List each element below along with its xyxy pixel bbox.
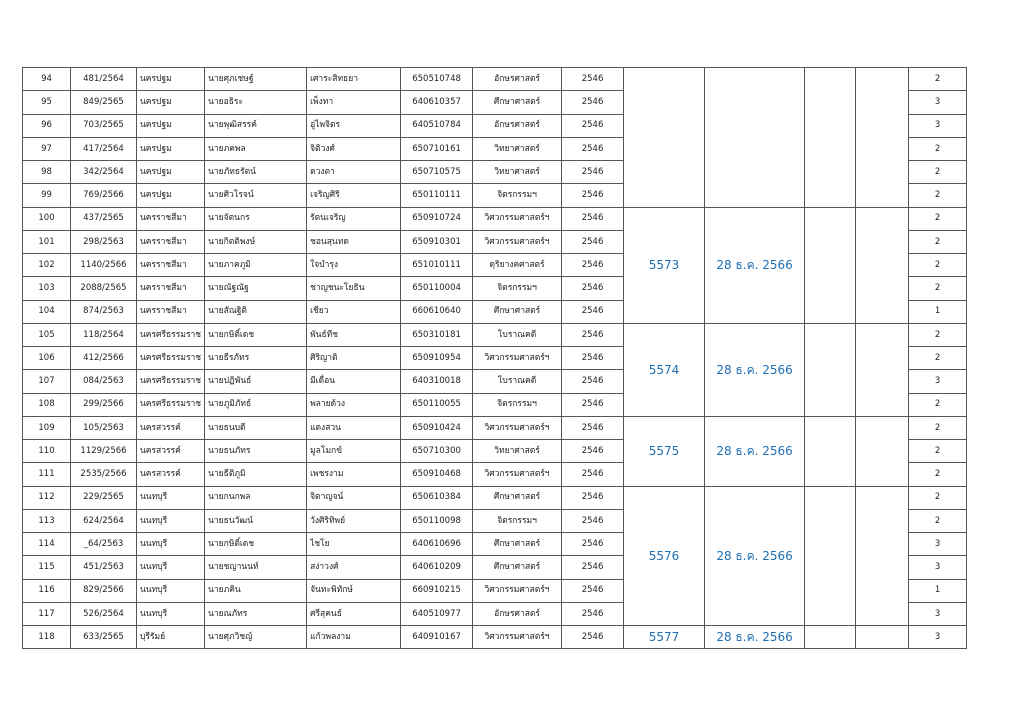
cell-faculty: จิตรกรรมฯ [473,277,562,300]
cell-last: เจริญศิริ [307,184,401,207]
table-row [23,626,967,649]
cell-score: 3 [909,626,967,649]
cell-faculty: โบราณคดี [473,323,562,346]
cell-first: นายกษิติ์เดช [205,533,307,556]
empty-cell [856,207,909,323]
cell-faculty: จิตรกรรมฯ [473,184,562,207]
cell-id: 650510748 [401,68,473,91]
cell-score: 2 [909,230,967,253]
cell-score: 2 [909,416,967,439]
cell-no: 110 [23,440,71,463]
cell-doc: 526/2564 [71,602,137,625]
cell-faculty: วิศวกรรมศาสตร์ฯ [473,347,562,370]
cell-province: นครปฐม [137,161,205,184]
cell-id: 640910167 [401,626,473,649]
cell-score: 1 [909,579,967,602]
cell-no: 113 [23,509,71,532]
empty-cell [805,626,856,649]
cell-first: นายสัณฐิติ [205,300,307,323]
cell-id: 650910301 [401,230,473,253]
cell-id: 660610640 [401,300,473,323]
table-row [23,207,967,230]
cell-faculty: วิทยาศาสตร์ [473,440,562,463]
cell-last: ศิริญาติ [307,347,401,370]
cell-no: 100 [23,207,71,230]
cell-no: 118 [23,626,71,649]
cell-year: 2546 [562,137,624,160]
cell-doc: 229/2565 [71,486,137,509]
cell-province: บุรีรัมย์ [137,626,205,649]
cell-year: 2546 [562,114,624,137]
cell-doc: 481/2564 [71,68,137,91]
cell-doc: _64/2563 [71,533,137,556]
cell-no: 94 [23,68,71,91]
empty-cell [805,486,856,626]
cell-province: นนทบุรี [137,486,205,509]
cell-no: 116 [23,579,71,602]
cell-first: นายกิตติพงษ์ [205,230,307,253]
cell-first: นายจัตนกร [205,207,307,230]
cell-first: นายศุภเชษฐ์ [205,68,307,91]
cell-first: นายภคิน [205,579,307,602]
cell-score: 2 [909,207,967,230]
cell-doc: 703/2565 [71,114,137,137]
cell-last: เชียว [307,300,401,323]
cell-year: 2546 [562,161,624,184]
cell-score: 3 [909,602,967,625]
cell-last: ดวงตา [307,161,401,184]
cell-year: 2546 [562,277,624,300]
order-date: 28 ธ.ค. 2566 [705,626,805,649]
order-date: 28 ธ.ค. 2566 [705,416,805,486]
cell-last: อู่ไพจิตร [307,114,401,137]
cell-year: 2546 [562,579,624,602]
cell-score: 2 [909,486,967,509]
cell-first: นายชญานนท์ [205,556,307,579]
cell-faculty: ศึกษาศาสตร์ [473,91,562,114]
cell-no: 102 [23,254,71,277]
cell-province: นครศรีธรรมราช [137,323,205,346]
order-number: 5574 [624,323,705,416]
empty-cell [856,486,909,626]
cell-faculty: วิศวกรรมศาสตร์ฯ [473,230,562,253]
cell-last: ชาญชนะโยธิน [307,277,401,300]
cell-year: 2546 [562,230,624,253]
cell-last: ชอนสุนทด [307,230,401,253]
cell-last: จันทะพิทักษ์ [307,579,401,602]
cell-id: 650910724 [401,207,473,230]
cell-year: 2546 [562,416,624,439]
order-number: 5577 [624,626,705,649]
cell-no: 107 [23,370,71,393]
cell-no: 117 [23,602,71,625]
cell-first: นายธีติภูมิ [205,463,307,486]
cell-first: นายศิวโรจน์ [205,184,307,207]
cell-year: 2546 [562,556,624,579]
cell-id: 650110098 [401,509,473,532]
cell-id: 640310018 [401,370,473,393]
cell-score: 2 [909,68,967,91]
cell-id: 650110004 [401,277,473,300]
cell-last: แตงสวน [307,416,401,439]
cell-no: 99 [23,184,71,207]
cell-score: 3 [909,533,967,556]
cell-last: จิตาญจน์ [307,486,401,509]
cell-doc: 769/2566 [71,184,137,207]
order-number: 5573 [624,207,705,323]
cell-faculty: ศึกษาศาสตร์ [473,486,562,509]
empty-cell [856,323,909,416]
cell-score: 2 [909,393,967,416]
cell-doc: 1140/2566 [71,254,137,277]
cell-faculty: อักษรศาสตร์ [473,68,562,91]
order-date: 28 ธ.ค. 2566 [705,486,805,626]
cell-id: 650910954 [401,347,473,370]
cell-first: นายธนวัฒน์ [205,509,307,532]
cell-no: 96 [23,114,71,137]
empty-cell [856,68,909,208]
cell-no: 104 [23,300,71,323]
cell-doc: 084/2563 [71,370,137,393]
cell-year: 2546 [562,463,624,486]
table-row [23,486,967,509]
cell-year: 2546 [562,509,624,532]
cell-last: เศาระสิทธยา [307,68,401,91]
cell-year: 2546 [562,300,624,323]
cell-id: 650110111 [401,184,473,207]
cell-last: เพ็งทา [307,91,401,114]
cell-no: 98 [23,161,71,184]
cell-doc: 1129/2566 [71,440,137,463]
cell-faculty: อักษรศาสตร์ [473,602,562,625]
cell-first: นายอธิระ [205,91,307,114]
cell-year: 2546 [562,207,624,230]
cell-year: 2546 [562,347,624,370]
order-date [705,68,805,208]
cell-last: ใจบำรุง [307,254,401,277]
cell-year: 2546 [562,68,624,91]
empty-cell [805,207,856,323]
cell-no: 105 [23,323,71,346]
cell-province: นนทบุรี [137,602,205,625]
cell-id: 650710161 [401,137,473,160]
cell-no: 97 [23,137,71,160]
cell-year: 2546 [562,323,624,346]
cell-first: นายศุภวิชญ์ [205,626,307,649]
cell-id: 640610209 [401,556,473,579]
cell-first: นายธนบดี [205,416,307,439]
cell-first: นายภัทธรัตน์ [205,161,307,184]
cell-faculty: วิศวกรรมศาสตร์ฯ [473,416,562,439]
cell-id: 650110055 [401,393,473,416]
cell-faculty: ดุริยางคศาสตร์ [473,254,562,277]
cell-no: 111 [23,463,71,486]
cell-score: 2 [909,440,967,463]
cell-score: 2 [909,347,967,370]
cell-year: 2546 [562,184,624,207]
cell-first: นายภูมิภัทธ์ [205,393,307,416]
cell-last: ไชโย [307,533,401,556]
cell-id: 650710300 [401,440,473,463]
cell-first: นายภาคภูมิ [205,254,307,277]
table-row [23,416,967,439]
cell-last: มูลโมกข์ [307,440,401,463]
cell-last: ศรีสุคนธ์ [307,602,401,625]
cell-year: 2546 [562,533,624,556]
cell-id: 640510977 [401,602,473,625]
cell-province: นครราชสีมา [137,230,205,253]
cell-faculty: วิทยาศาสตร์ [473,161,562,184]
cell-faculty: ศึกษาศาสตร์ [473,300,562,323]
cell-doc: 299/2566 [71,393,137,416]
cell-province: นครศรีธรรมราช [137,370,205,393]
cell-last: รัตนเจริญ [307,207,401,230]
cell-year: 2546 [562,370,624,393]
cell-last: จิติวงศ์ [307,137,401,160]
cell-first: นายณภัทร [205,602,307,625]
cell-doc: 633/2565 [71,626,137,649]
cell-province: นครราชสีมา [137,207,205,230]
cell-year: 2546 [562,393,624,416]
cell-province: นนทบุรี [137,556,205,579]
cell-last: พันธ์ทีช [307,323,401,346]
cell-province: นครสวรรค์ [137,440,205,463]
cell-province: นครศรีธรรมราช [137,393,205,416]
empty-cell [805,323,856,416]
cell-no: 112 [23,486,71,509]
cell-first: นายพุฒิสรรค์ [205,114,307,137]
cell-doc: 105/2563 [71,416,137,439]
cell-faculty: วิศวกรรมศาสตร์ฯ [473,463,562,486]
cell-id: 650610384 [401,486,473,509]
cell-doc: 118/2564 [71,323,137,346]
cell-province: นนทบุรี [137,509,205,532]
cell-score: 2 [909,161,967,184]
cell-first: นายณัฐณัฐ [205,277,307,300]
cell-score: 3 [909,114,967,137]
cell-first: นายธีรภัทร [205,347,307,370]
cell-faculty: อักษรศาสตร์ [473,114,562,137]
cell-score: 3 [909,556,967,579]
cell-no: 95 [23,91,71,114]
cell-no: 115 [23,556,71,579]
cell-score: 2 [909,184,967,207]
cell-province: นครปฐม [137,68,205,91]
cell-doc: 451/2563 [71,556,137,579]
cell-province: นนทบุรี [137,579,205,602]
cell-doc: 2088/2565 [71,277,137,300]
cell-doc: 2535/2566 [71,463,137,486]
cell-faculty: วิศวกรรมศาสตร์ฯ [473,626,562,649]
cell-faculty: จิตรกรรมฯ [473,509,562,532]
records-table [22,67,967,649]
cell-year: 2546 [562,626,624,649]
cell-faculty: ศึกษาศาสตร์ [473,556,562,579]
cell-score: 3 [909,370,967,393]
cell-last: เพชรงาม [307,463,401,486]
cell-no: 108 [23,393,71,416]
cell-last: วังศิริทิพย์ [307,509,401,532]
cell-faculty: วิทยาศาสตร์ [473,137,562,160]
cell-year: 2546 [562,486,624,509]
cell-province: นครศรีธรรมราช [137,347,205,370]
cell-province: นครราชสีมา [137,277,205,300]
cell-province: นครราชสีมา [137,254,205,277]
cell-id: 650710575 [401,161,473,184]
cell-id: 650310181 [401,323,473,346]
cell-doc: 849/2565 [71,91,137,114]
table-row [23,323,967,346]
cell-province: นครปฐม [137,137,205,160]
cell-faculty: วิศวกรรมศาสตร์ฯ [473,207,562,230]
table-row [23,68,967,91]
cell-year: 2546 [562,91,624,114]
cell-year: 2546 [562,254,624,277]
cell-score: 2 [909,137,967,160]
cell-doc: 437/2565 [71,207,137,230]
cell-province: นครปฐม [137,114,205,137]
cell-first: นายธนภัทร [205,440,307,463]
order-number: 5576 [624,486,705,626]
cell-first: นายกษิติ์เดช [205,323,307,346]
cell-id: 640610696 [401,533,473,556]
cell-doc: 829/2566 [71,579,137,602]
cell-doc: 342/2564 [71,161,137,184]
cell-last: พลายด้วง [307,393,401,416]
cell-faculty: วิศวกรรมศาสตร์ฯ [473,579,562,602]
empty-cell [856,416,909,486]
cell-first: นายปฏิพันธ์ [205,370,307,393]
cell-id: 651010111 [401,254,473,277]
cell-id: 640610357 [401,91,473,114]
order-number [624,68,705,208]
cell-no: 114 [23,533,71,556]
cell-doc: 624/2564 [71,509,137,532]
cell-doc: 417/2564 [71,137,137,160]
cell-last: แก้วพลงาม [307,626,401,649]
cell-province: นครปฐม [137,184,205,207]
cell-province: นครสวรรค์ [137,416,205,439]
cell-faculty: จิตรกรรมฯ [473,393,562,416]
cell-first: นายกนกพล [205,486,307,509]
cell-year: 2546 [562,440,624,463]
cell-faculty: ศึกษาศาสตร์ [473,533,562,556]
cell-id: 640510784 [401,114,473,137]
cell-score: 2 [909,254,967,277]
cell-no: 106 [23,347,71,370]
cell-doc: 298/2563 [71,230,137,253]
cell-first: นายภคพล [205,137,307,160]
cell-faculty: โบราณคดี [473,370,562,393]
cell-no: 101 [23,230,71,253]
order-date: 28 ธ.ค. 2566 [705,323,805,416]
cell-id: 660910215 [401,579,473,602]
cell-last: สง่าวงศ์ [307,556,401,579]
cell-last: มีเดื่อน [307,370,401,393]
cell-doc: 874/2563 [71,300,137,323]
empty-cell [805,68,856,208]
cell-score: 1 [909,300,967,323]
cell-score: 2 [909,509,967,532]
cell-score: 2 [909,323,967,346]
cell-no: 103 [23,277,71,300]
empty-cell [805,416,856,486]
cell-id: 650910424 [401,416,473,439]
cell-province: นครปฐม [137,91,205,114]
order-date: 28 ธ.ค. 2566 [705,207,805,323]
cell-year: 2546 [562,602,624,625]
cell-id: 650910468 [401,463,473,486]
cell-score: 2 [909,277,967,300]
cell-province: นครสวรรค์ [137,463,205,486]
cell-no: 109 [23,416,71,439]
cell-doc: 412/2566 [71,347,137,370]
empty-cell [856,626,909,649]
cell-province: นครราชสีมา [137,300,205,323]
cell-province: นนทบุรี [137,533,205,556]
order-number: 5575 [624,416,705,486]
cell-score: 2 [909,463,967,486]
cell-score: 3 [909,91,967,114]
